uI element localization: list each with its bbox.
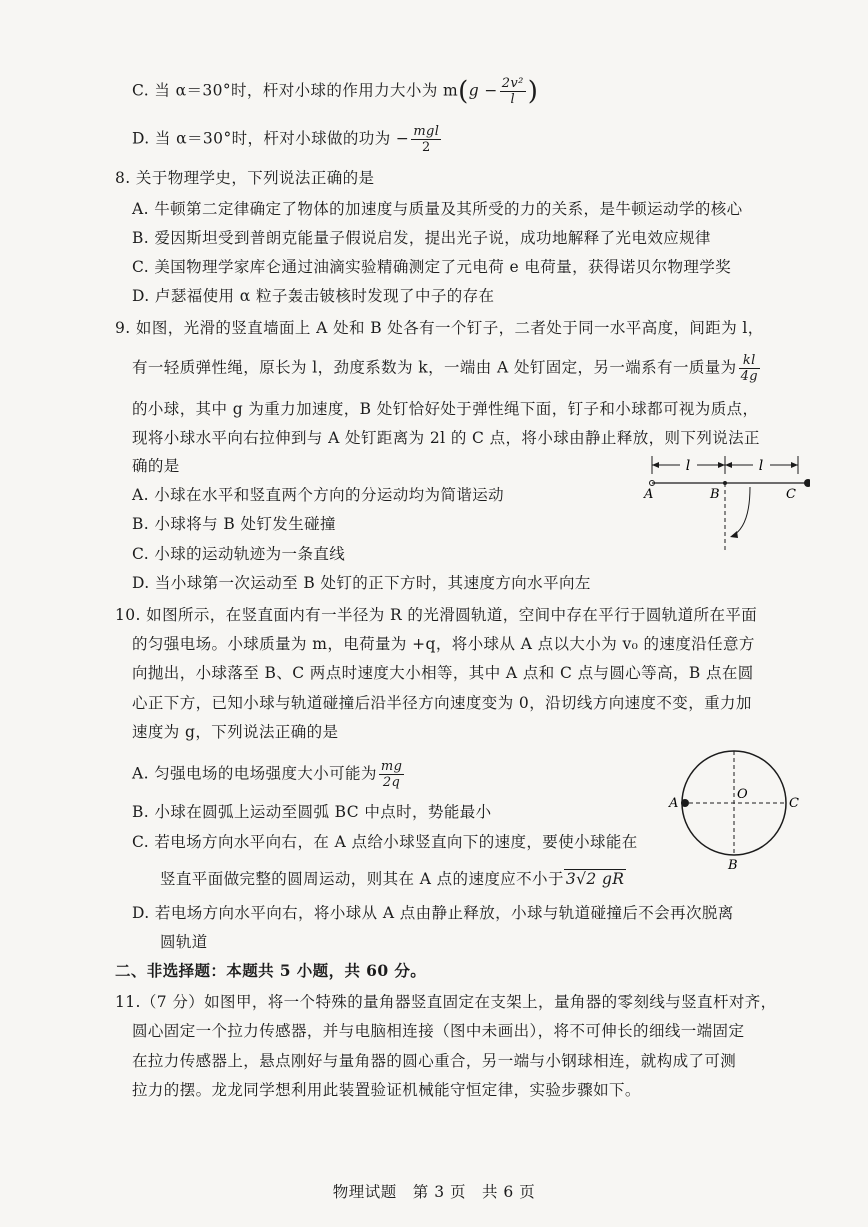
q11-stem-line4: 拉力的摆。龙龙同学想利用此装置验证机械能守恒定律，实验步骤如下。 [132,1081,641,1099]
q11-stem-line3: 在拉力传感器上，悬点刚好与量角器的圆心重合，另一端与小钢球相连，就构成了可测 [132,1052,737,1070]
q11-stem-line2: 圆心固定一个拉力传感器，并与电脑相连接（图中未画出），将不可伸长的细线一端固定 [132,1022,745,1040]
q9-stem-line1: 9. 如图，光滑的竖直墙面上 A 处和 B 处各有一个钉子，二者处于同一水平高度，间距为 l， [115,319,764,337]
q9-stem-line3: 的小球，其中 g 为重力加速度，B 处钉恰好处于弹性绳下面，钉子和小球都可视为质点， [132,400,759,418]
q7-option-c: C. 当 α＝30°时，杆对小球的作用力大小为 m(g − $\frac{\text{2v²}}{l}$ ) [132,76,539,107]
q10-stem-line1: 10. 如图所示，在竖直面内有一半径为 R 的光滑圆轨道，空间中存在平行于圆轨道所在平面 [115,606,758,624]
q9-option-b: B. 小球将与 B 处钉发生碰撞 [132,515,336,533]
q7-option-d: D. 当 α＝30°时，杆对小球做的功为 − $\frac{\text{mgl}}{2}$ [132,124,440,155]
q10-label-a: A [669,796,679,811]
q10-stem-line5: 速度为 g，下列说法正确的是 [132,723,339,741]
q9-dim-label-1: l [685,458,691,474]
q10-stem-line4: 心正下方，已知小球与轨道碰撞后沿半径方向速度变为 0，沿切线方向速度不变，重力加 [132,694,752,712]
q9-label-a: A [644,487,654,502]
q8-stem: 8. 关于物理学史，下列说法正确的是 [115,169,375,187]
q7d-fraction: $\frac{\text{mgl}}{2}$ [413,124,440,155]
q10-option-c-line2: 竖直平面做完整的圆周运动，则其在 A 点的速度应不小于 3√2 gR [160,870,625,888]
q10-label-b: B [728,858,738,873]
q9-option-c: C. 小球的运动轨迹为一条直线 [132,545,346,563]
q9-stem-line4: 现将小球水平向右拉伸到与 A 处钉距离为 2l 的 C 点，将小球由静止释放，则下列说法正 [132,429,760,447]
q8-option-d: D. 卢瑟福使用 α 粒子轰击铍核时发现了中子的存在 [132,287,495,305]
section-2-heading: 二、非选择题：本题共 5 小题，共 60 分。 [115,961,427,980]
q9-option-d: D. 当小球第一次运动至 B 处钉的正下方时，其速度方向水平向左 [132,574,591,592]
q10a-fraction: $\frac{mg}{2q}$ [380,759,403,790]
q9-dim-label-2: l [758,458,764,474]
q9-label-c: C [786,487,796,502]
q10-option-c-line1: C. 若电场方向水平向右，在 A 点给小球竖直向下的速度，要使小球能在 [132,833,638,851]
q9-option-a: A. 小球在水平和竖直两个方向的分运动均为简谐运动 [132,486,505,504]
q7c-fraction: $\frac{\text{2v²}}{l}$ [501,76,524,107]
q10-option-d-line2: 圆轨道 [160,933,208,951]
q10-option-b: B. 小球在圆弧上运动至圆弧 BC 中点时，势能最小 [132,803,492,821]
q8-option-a: A. 牛顿第二定律确定了物体的加速度与质量及其所受的力的关系，是牛顿运动学的核心 [132,200,743,218]
q9-figure [640,452,810,552]
q9-label-b: B [710,487,720,502]
ball-c [804,479,810,487]
q10-option-d-line1: D. 若电场方向水平向右，将小球从 A 点由静止释放，小球与轨道碰撞后不会再次脱离 [132,904,734,922]
q8-option-c: C. 美国物理学家库仑通过油滴实验精确测定了元电荷 e 电荷量，获得诺贝尔物理学奖 [132,258,732,276]
q11-stem-line1: 11.（7 分）如图甲，将一个特殊的量角器竖直固定在支架上，量角器的零刻线与竖直杆对齐， [115,993,777,1011]
q10-figure [668,743,813,873]
q10-stem-line3: 向抛出，小球落至 B、C 两点时速度大小相等，其中 A 点和 C 点与圆心等高，B 点在圆 [132,664,754,682]
page-footer: 物理试题 第 3 页 共 6 页 [332,1183,536,1201]
q9-stem-line5: 确的是 [132,457,180,475]
q9-mass-fraction: $\frac{kl}{4g}$ [740,353,758,384]
q10-label-c: C [789,796,799,811]
q10-option-a: A. 匀强电场的电场强度大小可能为 $\frac{mg}{2q}$ [132,759,403,790]
q10-ball-a [681,799,689,807]
q9-stem-line2: 有一轻质弹性绳，原长为 l，劲度系数为 k，一端由 A 处钉固定，另一端系有一质量为 $\frac{kl}{4g}$ [132,353,758,384]
q10-label-o: O [737,787,748,802]
q10-stem-line2: 的匀强电场。小球质量为 m，电荷量为 +q，将小球从 A 点以大小为 v₀ 的速度沿任意方 [132,635,755,653]
q8-option-b: B. 爱因斯坦受到普朗克能量子假说启发，提出光子说，成功地解释了光电效应规律 [132,229,711,247]
